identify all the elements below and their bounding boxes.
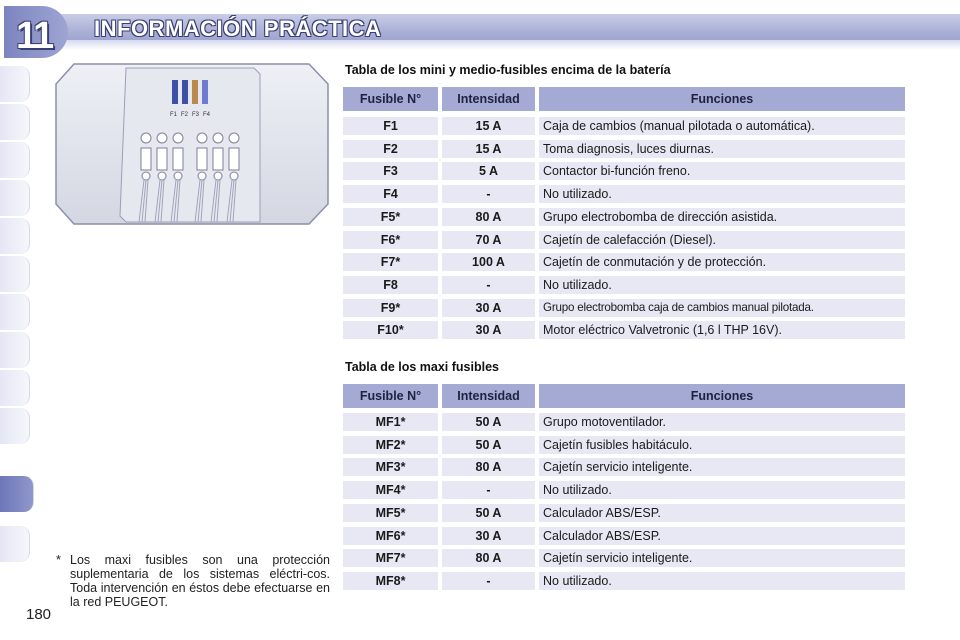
table-row (343, 276, 905, 294)
function-cell: Grupo motoventilador. (539, 413, 905, 431)
header-fuse: Fusible N° (343, 87, 438, 111)
maxi-fuse-table (343, 384, 905, 592)
fuse-cell: MF7* (343, 549, 438, 567)
fuse-box-illustration (54, 62, 330, 228)
table-row (343, 162, 905, 180)
function-cell: No utilizado. (539, 481, 905, 499)
intensity-cell: 50 A (442, 413, 535, 431)
table-row (343, 572, 905, 590)
fuse-cell: F10* (343, 321, 438, 339)
edge-tab[interactable] (0, 218, 30, 254)
fuse-strip (202, 80, 208, 104)
page-title: INFORMACIÓN PRÁCTICA (94, 16, 382, 41)
table-row (343, 299, 905, 317)
fuse-cell: F8 (343, 276, 438, 294)
function-cell: Toma diagnosis, luces diurnas. (539, 140, 905, 158)
fuse-cell: MF8* (343, 572, 438, 590)
table-row (343, 481, 905, 499)
terminal (214, 172, 222, 180)
table-row (343, 458, 905, 476)
edge-tab[interactable] (0, 180, 30, 216)
chapter-number: 11 (16, 15, 53, 57)
fuse-cell: MF5* (343, 504, 438, 522)
function-cell: No utilizado. (539, 572, 905, 590)
fuse-cell: F9* (343, 299, 438, 317)
fuse-cell: MF3* (343, 458, 438, 476)
edge-tab[interactable] (0, 294, 30, 330)
table-row (343, 253, 905, 271)
intensity-cell: 5 A (442, 162, 535, 180)
table-row (343, 549, 905, 567)
intensity-cell: 80 A (442, 549, 535, 567)
table-row (343, 413, 905, 431)
fuse-label-f4: F4 (203, 112, 211, 118)
intensity-cell: - (442, 276, 535, 294)
fuse-strip (192, 80, 198, 104)
header-functions: Funciones (539, 384, 905, 408)
header-fuse: Fusible N° (343, 384, 438, 408)
table-row (343, 436, 905, 454)
fuse-cell: F5* (343, 208, 438, 226)
terminal (229, 133, 239, 143)
intensity-cell: 30 A (442, 321, 535, 339)
intensity-cell: 50 A (442, 504, 535, 522)
terminal (157, 133, 167, 143)
edge-tab[interactable] (0, 104, 30, 140)
intensity-cell: 80 A (442, 208, 535, 226)
fuse-label-f2: F2 (181, 112, 189, 118)
terminal (173, 133, 183, 143)
function-cell: Cajetín fusibles habitáculo. (539, 436, 905, 454)
function-cell: Contactor bi-función freno. (539, 162, 905, 180)
terminal (158, 172, 166, 180)
table-row (343, 527, 905, 545)
fuse-strip (172, 80, 178, 104)
table-row (343, 504, 905, 522)
function-cell: Grupo electrobomba de dirección asistida. (539, 208, 905, 226)
page-number: 180 (26, 606, 52, 623)
table-row (343, 321, 905, 339)
edge-tab[interactable] (0, 142, 30, 178)
function-cell: Caja de cambios (manual pilotada o automática). (539, 117, 905, 135)
function-cell: Grupo electrobomba caja de cambios manual pilotada. (539, 299, 905, 317)
fuse-holder (173, 148, 183, 170)
table-row (343, 185, 905, 203)
edge-tab[interactable] (0, 526, 30, 562)
fuse-label-f3: F3 (192, 112, 200, 118)
fuse-holder (197, 148, 207, 170)
intensity-cell: - (442, 572, 535, 590)
fuse-cell: F2 (343, 140, 438, 158)
edge-tab[interactable] (0, 256, 30, 292)
function-cell: Calculador ABS/ESP. (539, 527, 905, 545)
footnote (56, 553, 330, 609)
fuse-cell: MF6* (343, 527, 438, 545)
function-cell: Cajetín de calefacción (Diesel). (539, 231, 905, 249)
fuse-holder (213, 148, 223, 170)
fuse-cell: F1 (343, 117, 438, 135)
intensity-cell: 50 A (442, 436, 535, 454)
footnote-text: Los maxi fusibles son una protección suplementaria de los sistemas eléctri-cos. Toda intervención en éstos debe efectuarse en la red PEUGEOT. (70, 553, 330, 609)
intensity-cell: 70 A (442, 231, 535, 249)
intensity-cell: 100 A (442, 253, 535, 271)
chapter-tab (4, 6, 68, 58)
intensity-cell: 30 A (442, 299, 535, 317)
terminal (141, 133, 151, 143)
terminal (198, 172, 206, 180)
terminal (230, 172, 238, 180)
fuse-cell: F7* (343, 253, 438, 271)
fuse-cell: F4 (343, 185, 438, 203)
table-row (343, 140, 905, 158)
footnote-asterisk: * (56, 553, 61, 567)
function-cell: No utilizado. (539, 185, 905, 203)
header-intensity: Intensidad (442, 384, 535, 408)
intensity-cell: - (442, 481, 535, 499)
table-header (343, 87, 905, 111)
edge-tab[interactable] (0, 66, 30, 102)
intensity-cell: 80 A (442, 458, 535, 476)
edge-tab[interactable] (0, 370, 30, 406)
header-intensity: Intensidad (442, 87, 535, 111)
table-row (343, 231, 905, 249)
mini-table-title: Tabla de los mini y medio-fusibles encima de la batería (345, 63, 671, 77)
fuse-holder (229, 148, 239, 170)
function-cell: Cajetín servicio inteligente. (539, 458, 905, 476)
mini-fuse-table (343, 87, 905, 341)
fuse-cell: MF1* (343, 413, 438, 431)
table-row (343, 117, 905, 135)
terminal (213, 133, 223, 143)
edge-tab[interactable] (0, 332, 30, 368)
function-cell: Calculador ABS/ESP. (539, 504, 905, 522)
terminal (174, 172, 182, 180)
fuse-holder (157, 148, 167, 170)
edge-tab-active[interactable] (0, 476, 34, 512)
function-cell: Cajetín servicio inteligente. (539, 549, 905, 567)
fuse-strip (182, 80, 188, 104)
fuse-box-diagram (54, 62, 330, 228)
function-cell: Motor eléctrico Valvetronic (1,6 l THP 16V). (539, 321, 905, 339)
intensity-cell: 15 A (442, 117, 535, 135)
chapter-edge-tabs (0, 66, 32, 576)
intensity-cell: 15 A (442, 140, 535, 158)
terminal (142, 172, 150, 180)
header-functions: Funciones (539, 87, 905, 111)
terminal (197, 133, 207, 143)
fuse-cell: MF4* (343, 481, 438, 499)
function-cell: No utilizado. (539, 276, 905, 294)
fuse-cell: MF2* (343, 436, 438, 454)
header (0, 0, 960, 57)
intensity-cell: 30 A (442, 527, 535, 545)
fuse-holder (141, 148, 151, 170)
function-cell: Cajetín de conmutación y de protección. (539, 253, 905, 271)
fuse-label-f1: F1 (170, 112, 178, 118)
fuse-cell: F6* (343, 231, 438, 249)
table-header (343, 384, 905, 408)
intensity-cell: - (442, 185, 535, 203)
edge-tab[interactable] (0, 408, 30, 444)
maxi-table-title: Tabla de los maxi fusibles (345, 360, 499, 374)
table-row (343, 208, 905, 226)
fuse-cell: F3 (343, 162, 438, 180)
